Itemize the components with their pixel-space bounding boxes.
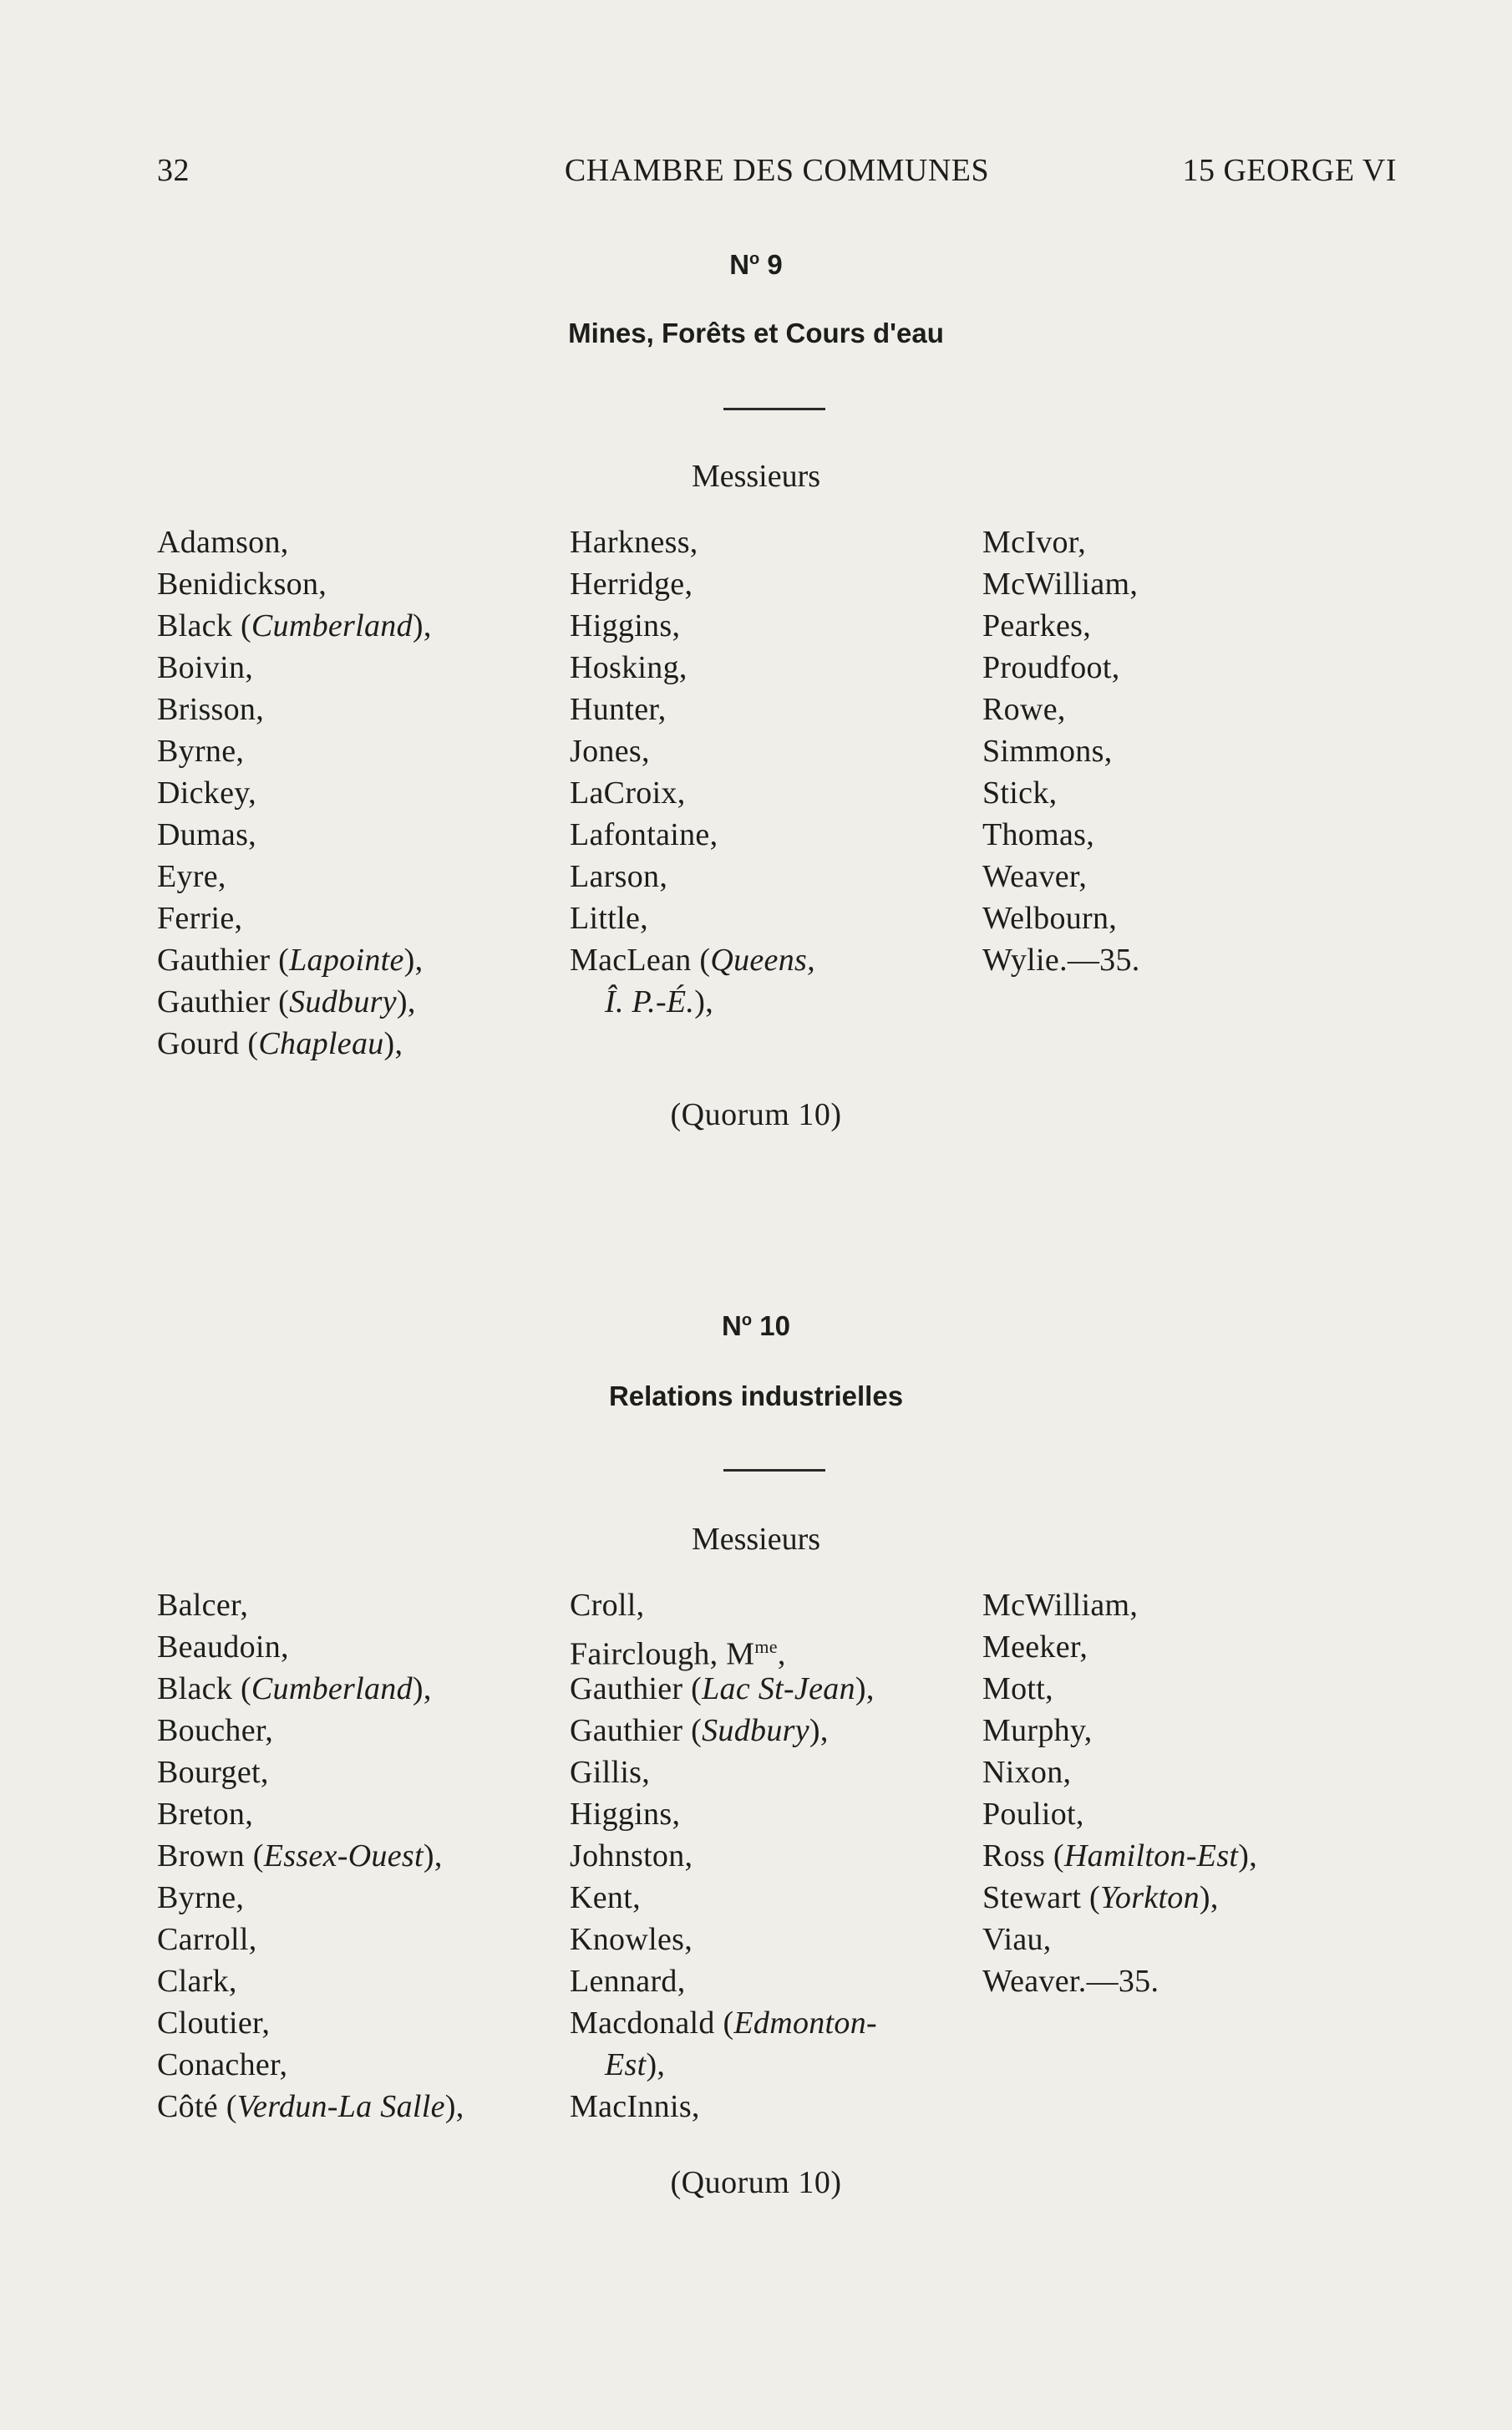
header-regnal-year: 15 GEORGE VI xyxy=(1182,153,1397,188)
quorum-note: (Quorum 10) xyxy=(670,2165,842,2200)
member-name: Côté (Verdun-La Salle), xyxy=(157,2089,464,2124)
member-name: Harkness, xyxy=(570,525,698,560)
member-name: Murphy, xyxy=(982,1713,1093,1748)
running-header xyxy=(157,152,1397,194)
member-name: Thomas, xyxy=(982,817,1095,852)
member-name: Cloutier, xyxy=(157,2006,271,2041)
member-name: Benidickson, xyxy=(157,567,327,602)
member-name: MacInnis, xyxy=(570,2089,700,2124)
committee-title: Mines, Forêts et Cours d'eau xyxy=(568,318,944,348)
member-name: Boucher, xyxy=(157,1713,274,1748)
messieurs-label: Messieurs xyxy=(691,1522,821,1557)
member-name: Gauthier (Sudbury), xyxy=(570,1713,829,1748)
member-name: Breton, xyxy=(157,1797,254,1832)
member-name: Carroll, xyxy=(157,1922,257,1957)
member-name: Jones, xyxy=(570,734,650,769)
member-name: Lafontaine, xyxy=(570,817,718,852)
member-name: Hosking, xyxy=(570,650,688,685)
member-name: Gauthier (Sudbury), xyxy=(157,984,416,1019)
member-name: Meeker, xyxy=(982,1629,1088,1665)
header-title: CHAMBRE DES COMMUNES xyxy=(564,153,990,188)
member-name: Black (Cumberland), xyxy=(157,608,432,643)
member-name: McWilliam, xyxy=(982,567,1139,602)
member-name: Est), xyxy=(605,2047,666,2082)
messieurs-label: Messieurs xyxy=(691,459,821,494)
member-name: Mott, xyxy=(982,1671,1053,1706)
member-name: Nixon, xyxy=(982,1755,1072,1790)
member-name: Higgins, xyxy=(570,1797,681,1832)
member-name: Dickey, xyxy=(157,775,256,811)
member-name: Knowles, xyxy=(570,1922,693,1957)
committee-number: $N^o$ 10 xyxy=(722,1310,790,1341)
member-name: Gauthier (Lac St-Jean), xyxy=(570,1671,875,1706)
member-name: Larson, xyxy=(570,859,668,894)
member-name: Gourd (Chapleau), xyxy=(157,1026,403,1061)
member-name: Weaver, xyxy=(982,859,1088,894)
member-name: Black (Cumberland), xyxy=(157,1671,432,1706)
member-name: Ferrie, xyxy=(157,901,243,936)
member-name: Macdonald (Edmonton- xyxy=(570,2006,877,2041)
member-name: Adamson, xyxy=(157,525,289,560)
member-name: MacLean (Queens, xyxy=(570,943,815,978)
member-name: Dumas, xyxy=(157,817,256,852)
member-name: Balcer, xyxy=(157,1588,249,1623)
member-name: Beaudoin, xyxy=(157,1629,289,1665)
divider xyxy=(723,1469,825,1472)
member-column xyxy=(982,521,1140,981)
member-name: Croll, xyxy=(570,1588,645,1623)
member-name: Lennard, xyxy=(570,1964,686,1999)
member-name: Byrne, xyxy=(157,1880,245,1915)
member-name: Î. P.-É.), xyxy=(605,984,713,1019)
divider xyxy=(723,408,825,410)
member-name: Pouliot, xyxy=(982,1797,1084,1832)
member-name: McWilliam, xyxy=(982,1588,1139,1623)
member-name: Fairclough, $M^{me}$, xyxy=(570,1636,786,1672)
member-name: Eyre, xyxy=(157,859,226,894)
member-column xyxy=(570,1584,877,2128)
page-number: 32 xyxy=(157,153,190,188)
member-column xyxy=(157,1584,464,2128)
committee-title: Relations industrielles xyxy=(608,1380,904,1411)
member-name: Bourget, xyxy=(157,1755,269,1790)
member-name: Clark, xyxy=(157,1964,237,1999)
member-name: Conacher, xyxy=(157,2047,288,2082)
member-name: Viau, xyxy=(982,1922,1052,1957)
member-name: Gauthier (Lapointe), xyxy=(157,943,424,978)
member-column xyxy=(157,521,432,1065)
member-name: Weaver.—35. xyxy=(982,1964,1159,1999)
member-name: Higgins, xyxy=(570,608,681,643)
member-name: Stewart (Yorkton), xyxy=(982,1880,1219,1915)
member-name: Proudfoot, xyxy=(982,650,1120,685)
member-name: Kent, xyxy=(570,1880,641,1915)
member-name: Brown (Essex-Ouest), xyxy=(157,1838,443,1873)
member-name: Boivin, xyxy=(157,650,254,685)
member-name: LaCroix, xyxy=(570,775,686,811)
quorum-note: (Quorum 10) xyxy=(670,1097,842,1132)
member-name: Ross (Hamilton-Est), xyxy=(982,1838,1258,1873)
member-column xyxy=(570,521,815,1023)
member-name: Little, xyxy=(570,901,648,936)
member-name: Brisson, xyxy=(157,692,265,727)
member-name: Johnston, xyxy=(570,1838,693,1873)
member-name: Stick, xyxy=(982,775,1058,811)
member-name: Pearkes, xyxy=(982,608,1092,643)
member-name: Gillis, xyxy=(570,1755,651,1790)
member-name: Byrne, xyxy=(157,734,245,769)
member-name: Wylie.—35. xyxy=(982,943,1140,978)
member-name: Welbourn, xyxy=(982,901,1118,936)
member-name: Hunter, xyxy=(570,692,667,727)
member-column xyxy=(982,1584,1257,2002)
member-name: Simmons, xyxy=(982,734,1113,769)
member-name: McIvor, xyxy=(982,525,1087,560)
member-name: Herridge, xyxy=(570,567,693,602)
committee-number: $N^o$ 9 xyxy=(729,249,783,280)
member-name: Rowe, xyxy=(982,692,1066,727)
